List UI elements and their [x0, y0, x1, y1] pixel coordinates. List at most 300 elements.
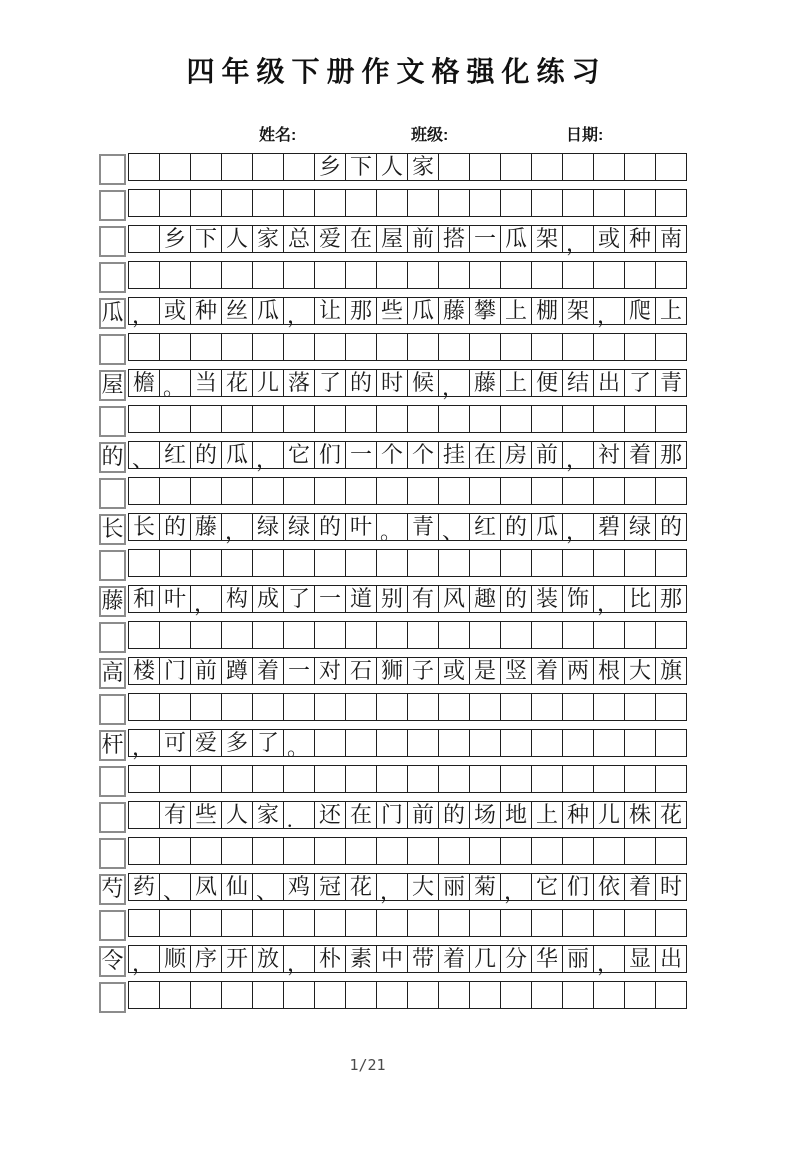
grid-cell — [500, 837, 532, 865]
grid-cell — [99, 478, 126, 509]
grid-cell — [469, 405, 501, 433]
grid-cell — [655, 261, 687, 289]
grid-cell — [159, 621, 191, 649]
grid-cell: 些 — [190, 801, 222, 829]
grid-cell: ， — [593, 297, 625, 325]
grid-cell: 鸡 — [283, 873, 315, 901]
grid-cell: 、 — [159, 873, 191, 901]
grid-row — [99, 657, 688, 685]
grid-cell: 狮 — [376, 657, 408, 685]
grid-cell: 的 — [314, 513, 346, 541]
grid-cell: 儿 — [252, 369, 284, 397]
grid-cell — [624, 405, 656, 433]
grid-cell — [221, 981, 253, 1009]
grid-cell — [655, 549, 687, 577]
grid-cell — [128, 801, 160, 829]
grid-cell: ， — [500, 873, 532, 901]
grid-cell — [655, 621, 687, 649]
grid-cell — [376, 765, 408, 793]
grid-cell: 一 — [345, 441, 377, 469]
grid-cell — [531, 729, 563, 757]
grid-cell — [99, 982, 126, 1013]
grid-cell — [159, 153, 191, 181]
grid-cell — [531, 909, 563, 937]
grid-cell: 上 — [500, 297, 532, 325]
grid-cell — [221, 549, 253, 577]
grid-cell: 丝 — [221, 297, 253, 325]
grid-cell: ， — [128, 297, 160, 325]
grid-cell — [469, 693, 501, 721]
grid-cell — [314, 477, 346, 505]
grid-cell — [252, 765, 284, 793]
grid-cell: ， — [438, 369, 470, 397]
grid-cell — [531, 981, 563, 1009]
grid-cell — [438, 621, 470, 649]
grid-cell — [314, 405, 346, 433]
grid-cell — [655, 333, 687, 361]
grid-cell — [593, 333, 625, 361]
grid-cell — [562, 189, 594, 217]
grid-cell: 着 — [531, 657, 563, 685]
grid-cell — [314, 729, 346, 757]
grid-cell: 素 — [345, 945, 377, 973]
grid-cell — [562, 405, 594, 433]
grid-cell — [221, 153, 253, 181]
grid-cell — [190, 621, 222, 649]
grid-cell — [593, 261, 625, 289]
grid-cell: 屋 — [376, 225, 408, 253]
grid-cell — [500, 765, 532, 793]
grid-cell: 依 — [593, 873, 625, 901]
grid-cell — [345, 621, 377, 649]
grid-cell — [99, 226, 126, 257]
grid-cell — [99, 334, 126, 365]
grid-cell: ， — [593, 945, 625, 973]
grid-cell — [252, 261, 284, 289]
grid-cell: 家 — [407, 153, 439, 181]
grid-cell — [283, 477, 315, 505]
grid-cell — [438, 909, 470, 937]
grid-cell — [221, 189, 253, 217]
grid-row — [99, 441, 688, 472]
grid-cell — [345, 333, 377, 361]
grid-cell — [562, 333, 594, 361]
grid-cell: 还 — [314, 801, 346, 829]
grid-cell — [345, 189, 377, 217]
grid-cell: 屋 — [99, 370, 126, 401]
grid-cell — [624, 333, 656, 361]
grid-cell: 种 — [562, 801, 594, 829]
grid-cell: 的 — [190, 441, 222, 469]
grid-cell: 地 — [500, 801, 532, 829]
essay-grid — [99, 153, 688, 1009]
grid-cell: 显 — [624, 945, 656, 973]
grid-cell — [376, 261, 408, 289]
grid-cell: 大 — [624, 657, 656, 685]
grid-cell: 爱 — [314, 225, 346, 253]
grid-cell — [221, 333, 253, 361]
grid-cell — [345, 261, 377, 289]
grid-cell — [159, 909, 191, 937]
grid-cell: 些 — [376, 297, 408, 325]
grid-cell: ， — [376, 873, 408, 901]
grid-cell: 个 — [376, 441, 408, 469]
grid-cell: ， — [128, 729, 160, 757]
grid-cell: 蹲 — [221, 657, 253, 685]
grid-cell — [655, 729, 687, 757]
grid-cell: 株 — [624, 801, 656, 829]
grid-cell — [593, 765, 625, 793]
grid-cell — [99, 190, 126, 221]
grid-cell: 上 — [500, 369, 532, 397]
grid-cell — [128, 261, 160, 289]
grid-cell — [593, 837, 625, 865]
grid-cell — [624, 729, 656, 757]
grid-cell — [221, 477, 253, 505]
grid-cell: 风 — [438, 585, 470, 613]
grid-cell: 别 — [376, 585, 408, 613]
grid-cell: 青 — [407, 513, 439, 541]
grid-row — [99, 225, 688, 256]
grid-cell — [221, 693, 253, 721]
grid-cell — [500, 477, 532, 505]
grid-cell — [531, 405, 563, 433]
grid-cell: 棚 — [531, 297, 563, 325]
grid-cell: 装 — [531, 585, 563, 613]
grid-cell — [376, 549, 408, 577]
grid-cell — [128, 189, 160, 217]
grid-cell: 或 — [593, 225, 625, 253]
grid-cell — [593, 189, 625, 217]
grid-cell: 楼 — [128, 657, 160, 685]
grid-cell — [655, 909, 687, 937]
name-field-label: 姓名: — [259, 127, 297, 144]
grid-cell: 旗 — [655, 657, 687, 685]
grid-cell: 落 — [283, 369, 315, 397]
grid-cell — [407, 693, 439, 721]
grid-cell: 长 — [99, 514, 126, 545]
grid-cell: 爬 — [624, 297, 656, 325]
grid-cell — [655, 153, 687, 181]
grid-cell: 人 — [221, 225, 253, 253]
grid-cell: 的 — [99, 442, 126, 473]
grid-cell — [314, 189, 346, 217]
grid-cell: 在 — [345, 225, 377, 253]
grid-cell — [469, 477, 501, 505]
grid-cell — [252, 909, 284, 937]
grid-row — [99, 837, 688, 865]
grid-cell: 藤 — [190, 513, 222, 541]
grid-cell: 对 — [314, 657, 346, 685]
grid-cell — [314, 837, 346, 865]
grid-cell: 们 — [562, 873, 594, 901]
grid-cell: 前 — [407, 801, 439, 829]
grid-cell: 。 — [283, 729, 315, 757]
grid-cell: 了 — [283, 585, 315, 613]
grid-cell — [345, 693, 377, 721]
grid-cell — [159, 693, 191, 721]
grid-cell — [252, 333, 284, 361]
grid-cell — [128, 981, 160, 1009]
grid-cell: 上 — [655, 297, 687, 325]
grid-cell — [221, 261, 253, 289]
grid-cell — [438, 405, 470, 433]
grid-cell: 檐 — [128, 369, 160, 397]
grid-cell — [190, 693, 222, 721]
grid-cell: 前 — [407, 225, 439, 253]
grid-cell — [376, 981, 408, 1009]
grid-cell — [624, 189, 656, 217]
grid-cell — [500, 189, 532, 217]
grid-cell — [624, 261, 656, 289]
grid-cell — [345, 981, 377, 1009]
grid-cell — [624, 909, 656, 937]
grid-cell — [190, 909, 222, 937]
grid-cell — [376, 909, 408, 937]
grid-cell — [438, 549, 470, 577]
grid-cell: 长 — [128, 513, 160, 541]
grid-cell — [531, 765, 563, 793]
grid-cell — [376, 621, 408, 649]
grid-cell: 带 — [407, 945, 439, 973]
grid-cell — [438, 333, 470, 361]
grid-cell — [593, 153, 625, 181]
grid-cell — [438, 153, 470, 181]
grid-cell: ， — [283, 945, 315, 973]
grid-cell — [562, 729, 594, 757]
grid-cell — [99, 802, 126, 833]
grid-cell: 门 — [376, 801, 408, 829]
grid-cell — [407, 621, 439, 649]
grid-cell — [438, 981, 470, 1009]
grid-cell — [190, 765, 222, 793]
grid-cell: 根 — [593, 657, 625, 685]
grid-cell: 仙 — [221, 873, 253, 901]
grid-cell: ， — [562, 513, 594, 541]
grid-cell — [562, 909, 594, 937]
grid-cell — [531, 333, 563, 361]
grid-cell — [221, 765, 253, 793]
grid-cell: 它 — [283, 441, 315, 469]
grid-cell: 饰 — [562, 585, 594, 613]
grid-cell: 在 — [469, 441, 501, 469]
grid-cell: ， — [221, 513, 253, 541]
grid-cell: 冠 — [314, 873, 346, 901]
grid-cell: 红 — [159, 441, 191, 469]
grid-cell: 瓜 — [252, 297, 284, 325]
class-field-label: 班级: — [411, 127, 449, 144]
grid-cell: 种 — [190, 297, 222, 325]
grid-row — [99, 909, 688, 937]
grid-cell — [438, 837, 470, 865]
grid-cell: 儿 — [593, 801, 625, 829]
grid-cell — [345, 729, 377, 757]
grid-cell: 或 — [438, 657, 470, 685]
grid-cell: 那 — [345, 297, 377, 325]
grid-cell: 丽 — [438, 873, 470, 901]
grid-cell: 瓜 — [221, 441, 253, 469]
grid-cell — [252, 621, 284, 649]
grid-cell — [190, 153, 222, 181]
grid-cell: 那 — [655, 585, 687, 613]
grid-cell — [562, 261, 594, 289]
grid-row — [99, 945, 688, 976]
grid-cell — [252, 153, 284, 181]
grid-cell — [252, 837, 284, 865]
grid-cell: 药 — [128, 873, 160, 901]
grid-cell — [407, 981, 439, 1009]
grid-cell — [314, 981, 346, 1009]
grid-cell: 叶 — [159, 585, 191, 613]
grid-cell — [469, 765, 501, 793]
grid-cell — [531, 189, 563, 217]
grid-cell: 放 — [252, 945, 284, 973]
grid-cell: 藤 — [469, 369, 501, 397]
grid-row — [99, 189, 688, 217]
grid-cell: 着 — [624, 873, 656, 901]
grid-cell: 场 — [469, 801, 501, 829]
grid-cell — [128, 153, 160, 181]
grid-row — [99, 765, 688, 793]
grid-cell — [99, 910, 126, 941]
grid-cell — [624, 693, 656, 721]
grid-cell: 子 — [407, 657, 439, 685]
grid-cell — [345, 909, 377, 937]
grid-cell: 一 — [283, 657, 315, 685]
grid-cell — [469, 909, 501, 937]
grid-cell — [407, 405, 439, 433]
grid-cell — [438, 729, 470, 757]
grid-cell: 、 — [438, 513, 470, 541]
grid-cell — [159, 189, 191, 217]
grid-cell — [562, 837, 594, 865]
grid-cell: 趣 — [469, 585, 501, 613]
grid-cell: 开 — [221, 945, 253, 973]
grid-cell: 、 — [252, 873, 284, 901]
grid-cell: 。 — [159, 369, 191, 397]
grid-cell — [345, 405, 377, 433]
grid-cell — [562, 693, 594, 721]
grid-cell: 花 — [221, 369, 253, 397]
grid-cell: 花 — [345, 873, 377, 901]
header-fields — [99, 120, 688, 144]
grid-cell: 家 — [252, 225, 284, 253]
grid-cell: ， — [562, 225, 594, 253]
grid-cell — [252, 549, 284, 577]
grid-cell — [283, 549, 315, 577]
grid-cell — [562, 765, 594, 793]
grid-cell: 一 — [469, 225, 501, 253]
grid-cell: 碧 — [593, 513, 625, 541]
grid-cell — [500, 621, 532, 649]
grid-cell: ， — [128, 945, 160, 973]
grid-cell: 家 — [252, 801, 284, 829]
grid-cell: 着 — [252, 657, 284, 685]
grid-cell: 花 — [655, 801, 687, 829]
grid-cell — [128, 693, 160, 721]
grid-cell: 凤 — [190, 873, 222, 901]
grid-cell — [655, 693, 687, 721]
grid-cell — [345, 549, 377, 577]
grid-cell: 可 — [159, 729, 191, 757]
grid-cell — [407, 261, 439, 289]
grid-cell — [221, 621, 253, 649]
grid-cell — [469, 261, 501, 289]
grid-cell: 个 — [407, 441, 439, 469]
grid-cell — [345, 477, 377, 505]
grid-cell — [531, 693, 563, 721]
grid-cell — [221, 909, 253, 937]
grid-cell — [655, 405, 687, 433]
grid-cell: 出 — [593, 369, 625, 397]
grid-cell — [283, 837, 315, 865]
grid-cell — [407, 909, 439, 937]
grid-cell: 青 — [655, 369, 687, 397]
grid-cell — [531, 153, 563, 181]
grid-cell: 芍 — [99, 874, 126, 905]
grid-row — [99, 981, 688, 1009]
grid-cell — [562, 981, 594, 1009]
grid-cell: 时 — [655, 873, 687, 901]
grid-cell — [252, 405, 284, 433]
grid-cell: 结 — [562, 369, 594, 397]
grid-cell — [128, 549, 160, 577]
grid-cell: 衬 — [593, 441, 625, 469]
grid-cell: 菊 — [469, 873, 501, 901]
grid-cell — [159, 549, 191, 577]
grid-cell: 挂 — [438, 441, 470, 469]
grid-cell — [283, 153, 315, 181]
grid-cell — [624, 837, 656, 865]
grid-cell: 总 — [283, 225, 315, 253]
grid-cell: ， — [190, 585, 222, 613]
grid-cell: 前 — [531, 441, 563, 469]
grid-cell — [531, 837, 563, 865]
grid-cell: ， — [593, 585, 625, 613]
grid-row — [99, 621, 688, 649]
grid-cell: 是 — [469, 657, 501, 685]
grid-cell: 绿 — [624, 513, 656, 541]
grid-row — [99, 261, 688, 289]
grid-cell — [99, 694, 126, 725]
grid-cell: 道 — [345, 585, 377, 613]
grid-row — [99, 729, 688, 760]
grid-cell: 乡 — [314, 153, 346, 181]
grid-cell: 前 — [190, 657, 222, 685]
grid-cell — [376, 405, 408, 433]
grid-cell — [283, 261, 315, 289]
grid-cell: 朴 — [314, 945, 346, 973]
grid-cell: 那 — [655, 441, 687, 469]
grid-cell — [531, 261, 563, 289]
grid-cell: 红 — [469, 513, 501, 541]
grid-cell — [190, 333, 222, 361]
grid-cell — [407, 189, 439, 217]
grid-cell — [252, 981, 284, 1009]
grid-row — [99, 477, 688, 505]
grid-cell: 瓜 — [407, 297, 439, 325]
grid-cell — [531, 477, 563, 505]
grid-cell: 令 — [99, 946, 126, 977]
grid-cell — [190, 405, 222, 433]
grid-cell — [562, 153, 594, 181]
grid-cell — [438, 765, 470, 793]
grid-cell — [128, 477, 160, 505]
grid-cell — [283, 981, 315, 1009]
grid-cell: 顺 — [159, 945, 191, 973]
grid-row — [99, 369, 688, 400]
grid-cell — [283, 405, 315, 433]
